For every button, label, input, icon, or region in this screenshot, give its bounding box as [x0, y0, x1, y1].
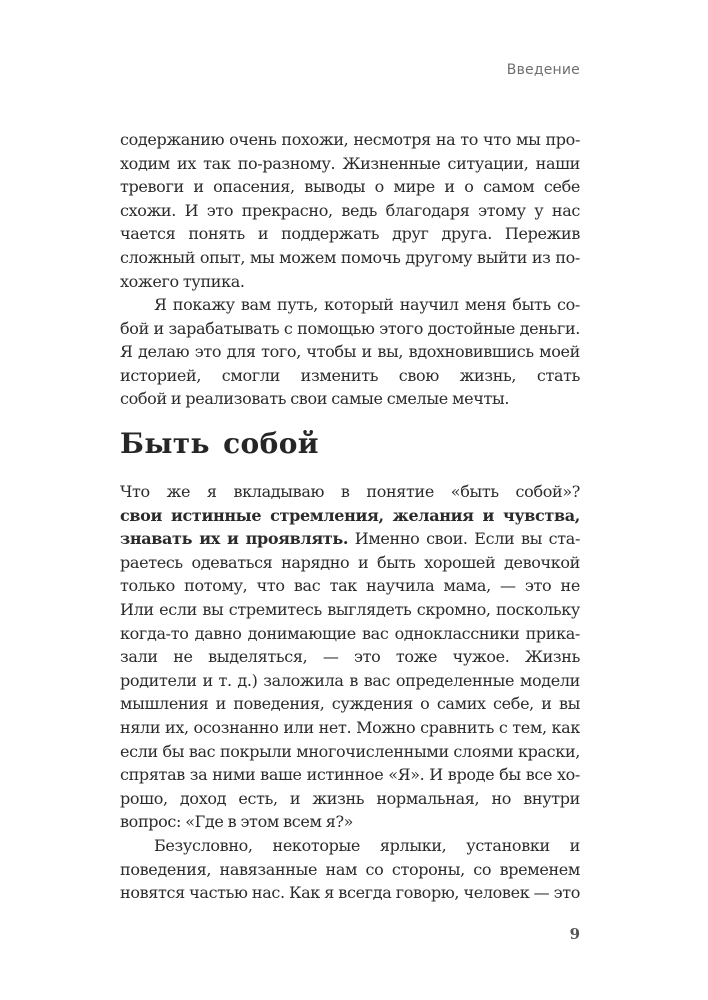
- text-line: хожего тупика.: [120, 271, 245, 291]
- text-line: Я покажу вам путь, который научил меня быть со-: [154, 295, 580, 314]
- text-line: Безусловно, некоторые ярлыки, установки и: [154, 836, 580, 855]
- text-line: содержанию очень похожи, несмотря на то что мы про-: [120, 130, 580, 149]
- text-line: если бы вас покрыли многочисленными слоями краски,: [120, 741, 580, 761]
- text-line: бой и зарабатывать с помощью этого достойные деньги.: [120, 318, 580, 338]
- text-segment: Что же я вкладываю в понятие «быть собой»?: [120, 482, 580, 501]
- text-line: собой и реализовать свои самые смелые мечты.: [120, 389, 510, 409]
- bold-text-line: свои истинные стремления, желания и чувства,: [120, 505, 580, 525]
- text-line: новятся частью нас. Как я всегда говорю, человек — это: [120, 883, 580, 903]
- text-line: схожи. И это прекрасно, ведь благодаря этому у нас: [120, 200, 580, 220]
- text-line: зали не выделяться, — это тоже чужое. Жизнь: [120, 647, 580, 667]
- text-line: раетесь одеваться нарядно и быть хорошей девочкой: [120, 552, 580, 572]
- text-line: вопрос: «Где в этом всем я?»: [120, 812, 354, 832]
- running-header: Введение: [506, 62, 580, 78]
- text-line: когда-то давно донимающие вас одноклассники прика-: [120, 623, 580, 643]
- bold-text-segment: знавать их и проявлять.: [120, 529, 349, 549]
- text-line: Или если вы стремитесь выглядеть скромно, поскольку: [120, 599, 580, 619]
- text-line: сложный опыт, мы можем помочь другому выйти из по-: [120, 247, 580, 267]
- text-line: ходим их так по-разному. Жизненные ситуации, наши: [120, 153, 580, 173]
- text-line: мышления и поведения, суждения о самих себе, и вы: [120, 694, 580, 714]
- text-line: чается понять и поддержать друг друга. Пережив: [120, 224, 580, 244]
- text-line: родители и т. д.) заложила в вас определенные модели: [120, 670, 580, 690]
- text-line: историей, смогли изменить свою жизнь, стать: [120, 365, 580, 385]
- paragraph-labels: [120, 834, 580, 905]
- paragraph-continued: [120, 128, 580, 293]
- paragraph-being-yourself: [120, 480, 580, 834]
- paragraph-path: [120, 293, 580, 411]
- text-line: спрятав за ними ваше истинное «Я». И вроде бы все хо-: [120, 765, 580, 785]
- text-line: няли их, осознанно или нет. Можно сравнить с тем, как: [120, 717, 580, 737]
- text-line: [120, 527, 580, 551]
- text-line: рошо, доход есть, и жизнь нормальная, но внутри: [120, 788, 580, 808]
- text-line: поведения, навязанные нам со стороны, со временем: [120, 859, 580, 879]
- text-line: тревоги и опасения, выводы о мире и о самом себе: [120, 177, 580, 197]
- text-segment: Именно свои. Если вы ста-: [348, 529, 580, 549]
- page-number: 9: [569, 925, 580, 943]
- section-heading: Быть собой: [120, 427, 319, 460]
- text-line: [120, 480, 580, 504]
- text-line: только потому, что вас так научила мама, — это не: [120, 576, 580, 596]
- text-line: Я делаю это для того, чтобы и вы, вдохновившись моей: [120, 342, 580, 362]
